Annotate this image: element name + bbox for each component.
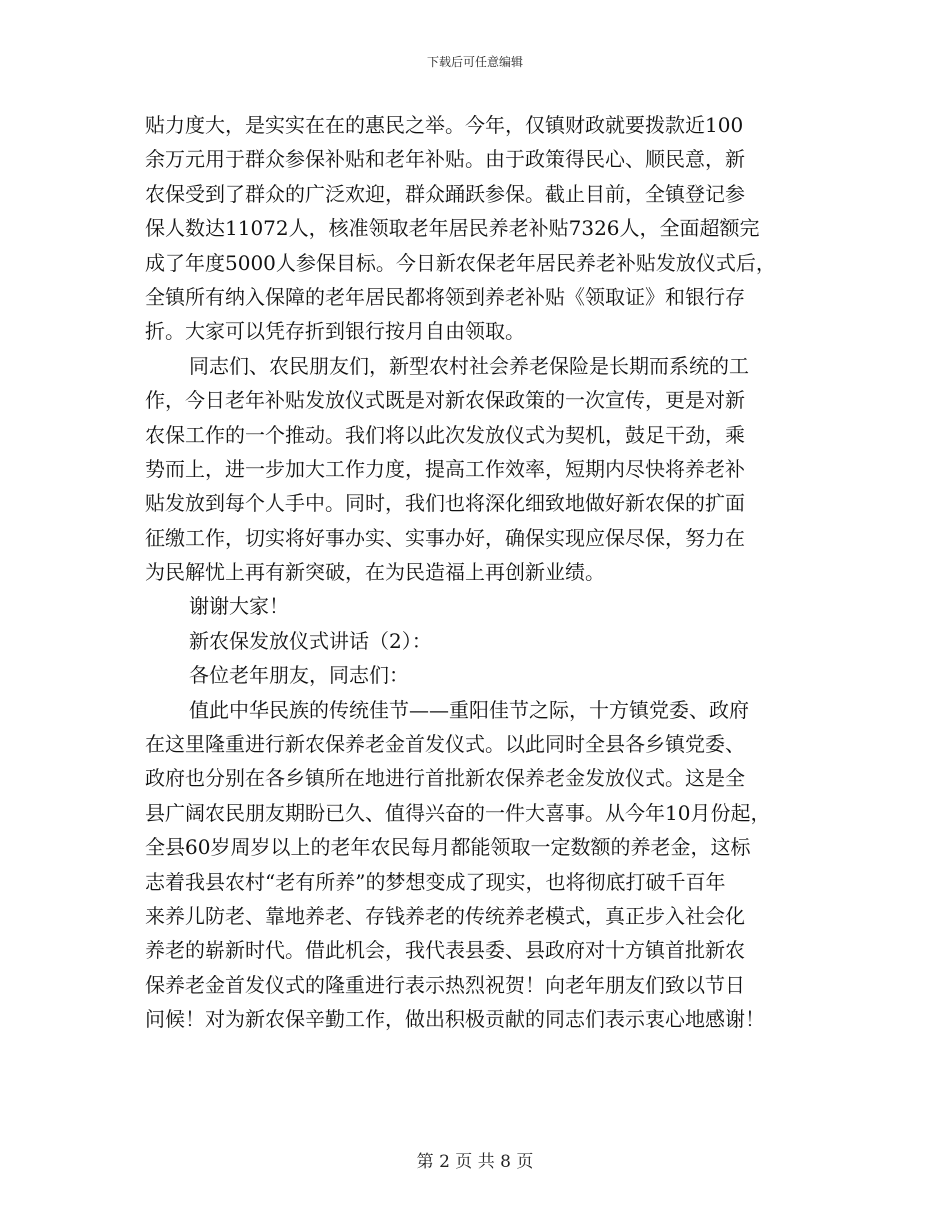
page-number: 第 2 页 共 8 页 [416,1152,534,1172]
closing-thanks: 谢谢大家！ [189,594,289,619]
text-line: 在这里隆重进行新农保养老金首发仪式。以此同时全县各乡镇党委、 [145,732,745,757]
text-line: 政府也分别在各乡镇所在地进行首批新农保养老金发放仪式。这是全 [145,766,745,791]
text-line: 折。大家可以凭存折到银行按月自由领取。 [145,319,525,344]
text-line: 贴发放到每个人手中。同时，我们也将深化细致地做好新农保的扩面 [145,491,745,516]
paragraph-start: 同志们、农民朋友们，新型农村社会养老保险是长期而系统的工 [189,353,749,378]
page-header: 下载后可任意编辑 [426,55,523,69]
text-line: 作，今日老年补贴发放仪式既是对新农保政策的一次宣传，更是对新 [145,388,745,413]
text-line: 保养老金首发仪式的隆重进行表示热烈祝贺！向老年朋友们致以节日 [145,972,745,997]
text-line: 征缴工作，切实将好事办实、实事办好，确保实现应保尽保，努力在 [145,525,745,550]
text-line: 来养儿防老、靠地养老、存钱养老的传统养老模式，真正步入社会化 [145,903,745,928]
text-line: 全镇所有纳入保障的老年居民都将领到养老补贴《领取证》和银行存 [145,284,745,309]
text-line: 农保工作的一个推动。我们将以此次发放仪式为契机，鼓足干劲，乘 [145,422,745,447]
text-line: 志着我县农村“老有所养”的梦想变成了现实，也将彻底打破千百年 [145,869,726,894]
text-line: 为民解忧上再有新突破，在为民造福上再创新业绩。 [145,560,605,585]
text-line: 余万元用于群众参保补贴和老年补贴。由于政策得民心、顺民意，新 [145,147,745,172]
paragraph-start: 值此中华民族的传统佳节——重阳佳节之际，十方镇党委、政府 [189,697,749,722]
text-line: 全县60岁周岁以上的老年农民每月都能领取一定数额的养老金，这标 [145,835,751,860]
document-body [145,108,821,1037]
text-line: 养老的崭新时代。借此机会，我代表县委、县政府对十方镇首批新农 [145,938,745,963]
text-line: 势而上，进一步加大工作力度，提高工作效率，短期内尽快将养老补 [145,456,745,481]
text-line: 贴力度大，是实实在在的惠民之举。今年，仅镇财政就要拨款近100 [145,113,744,137]
salutation: 各位老年朋友，同志们： [189,663,409,688]
text-line: 问候！对为新农保辛勤工作，做出积极贡献的同志们表示衷心地感谢！ [145,1007,765,1032]
section-title: 新农保发放仪式讲话（2）： [189,628,432,653]
text-line: 农保受到了群众的广泛欢迎，群众踊跃参保。截止目前，全镇登记参 [145,181,745,206]
text-line: 县广阔农民朋友期盼已久、值得兴奋的一件大喜事。从今年10月份起， [145,800,771,825]
text-line: 保人数达11072人，核准领取老年居民养老补贴7326人，全面超额完 [145,216,760,241]
text-line: 成了年度5000人参保目标。今日新农保老年居民养老补贴发放仪式后， [145,250,776,275]
